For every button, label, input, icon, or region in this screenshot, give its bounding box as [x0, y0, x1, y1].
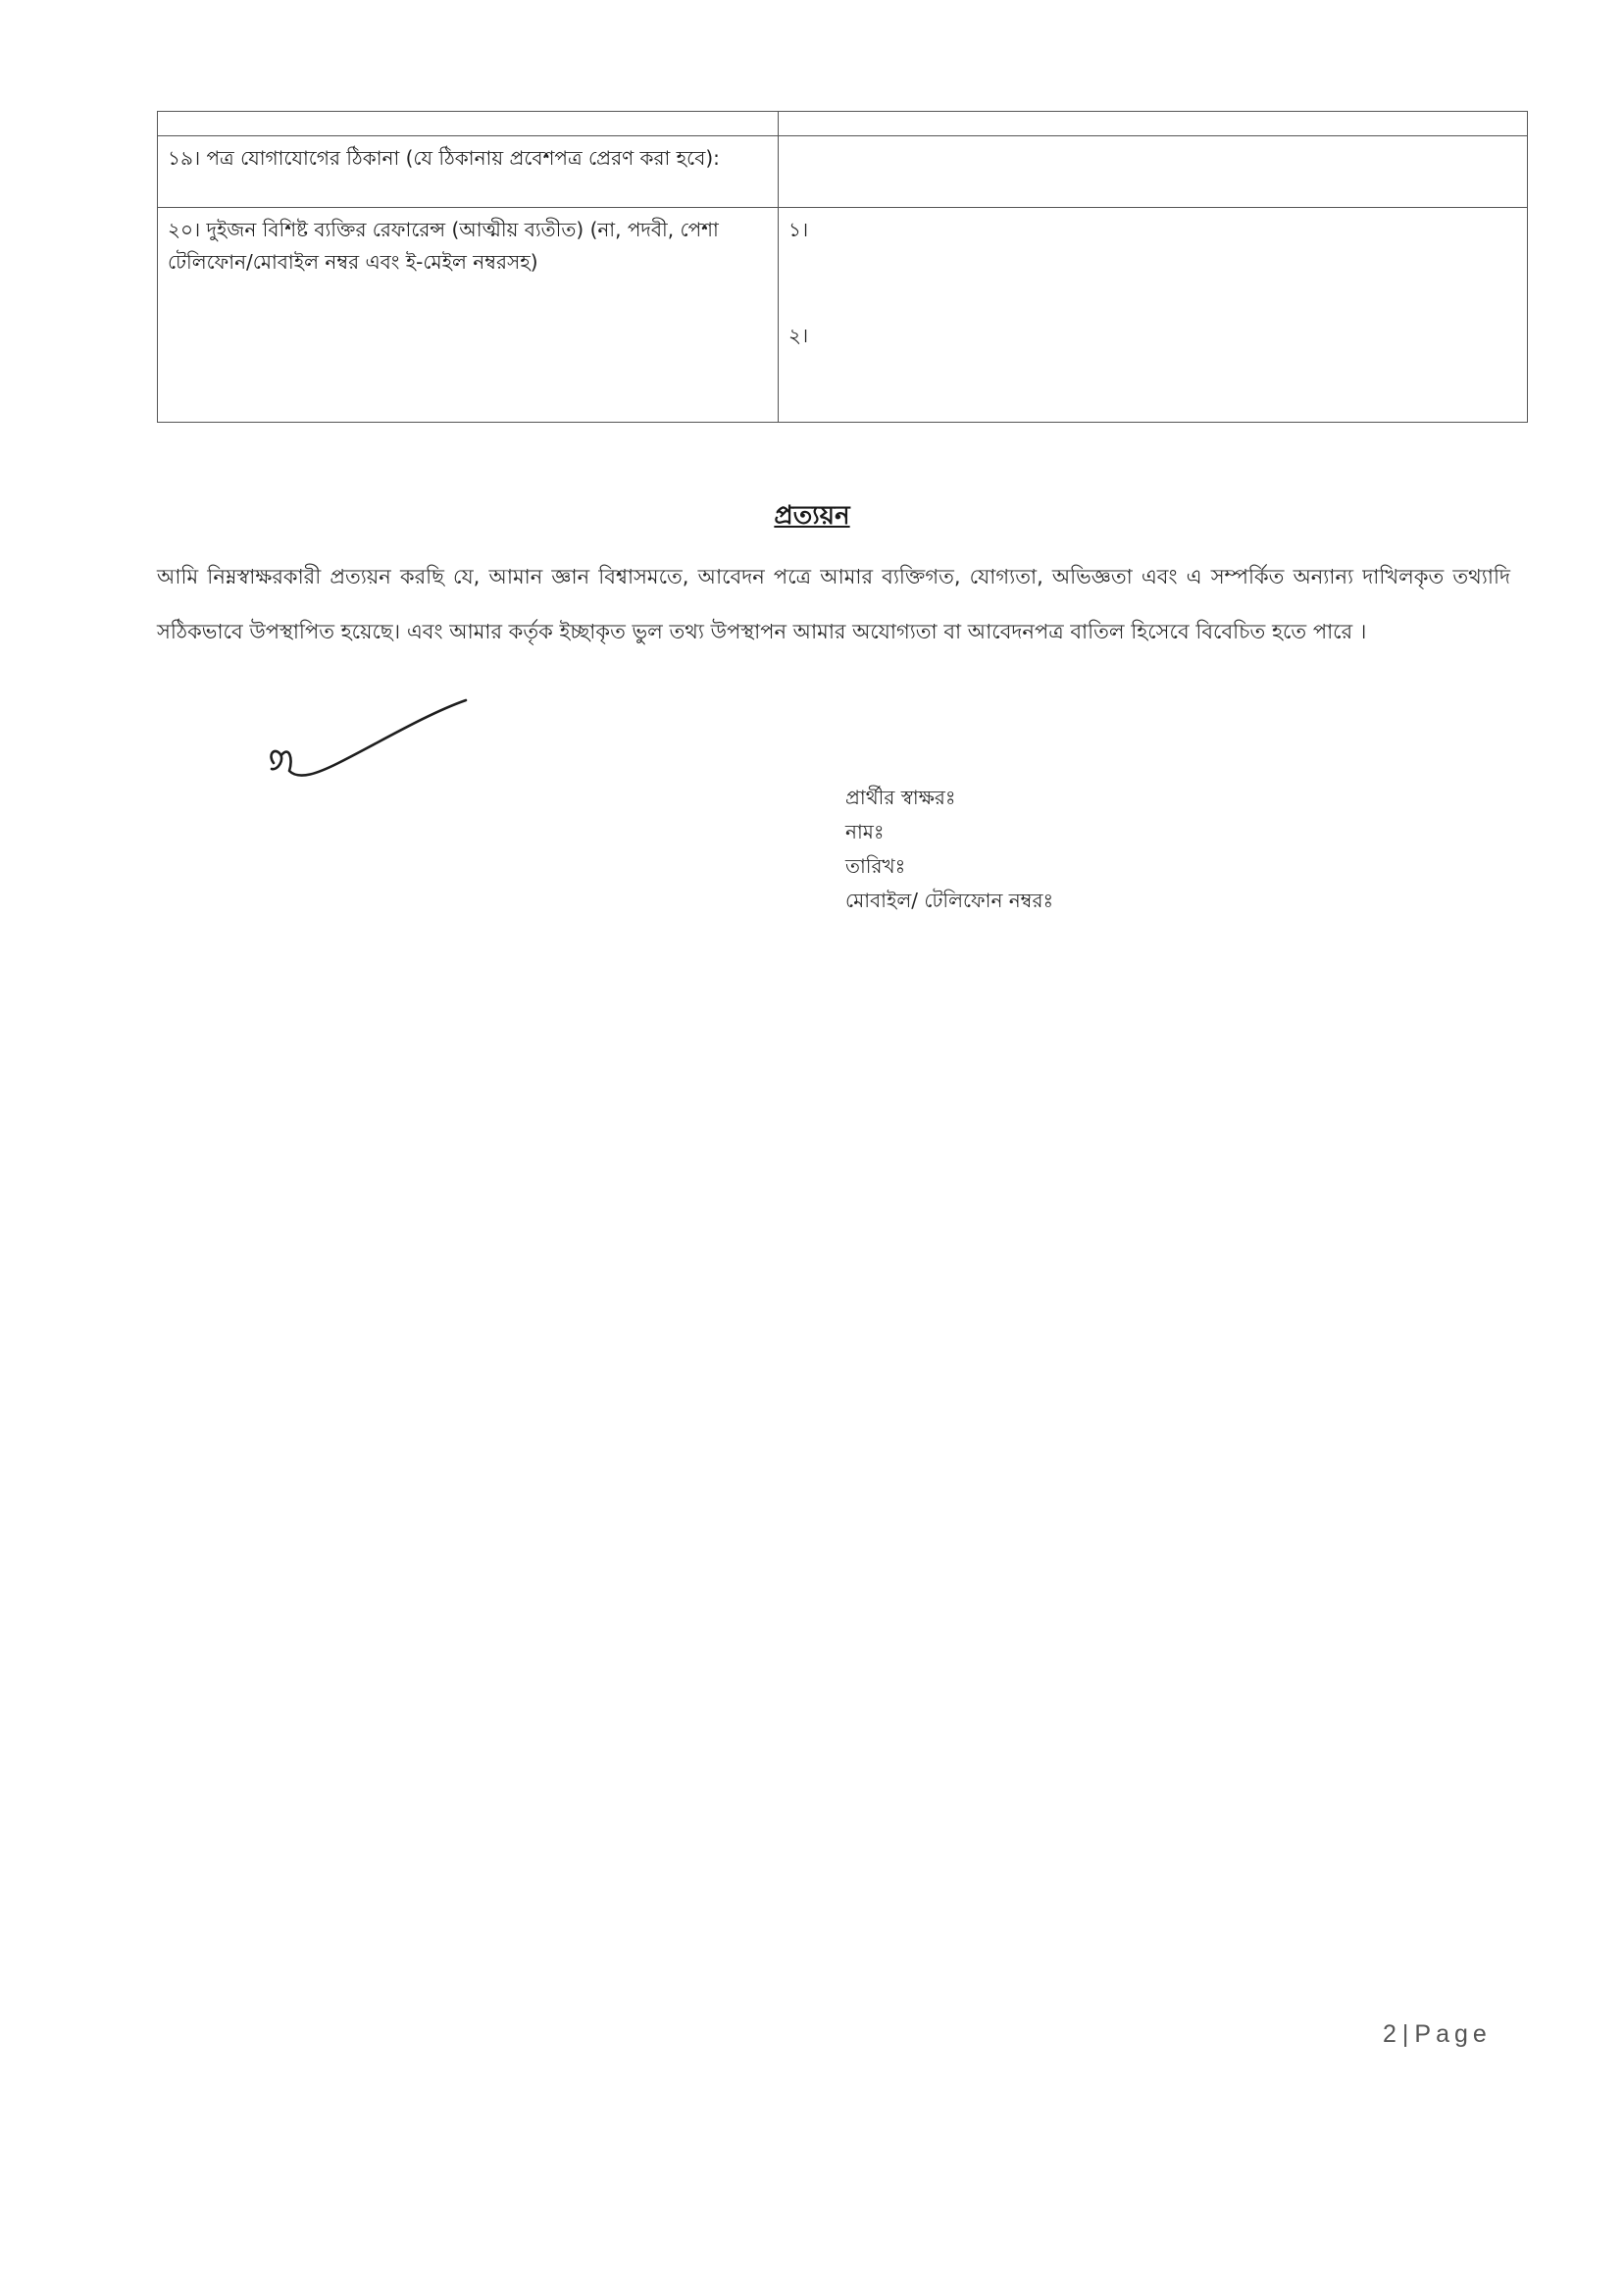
- name-label: নামঃ: [845, 820, 885, 843]
- page-footer: [1383, 2020, 1492, 2049]
- references-label: ২০। দুইজন বিশিষ্ট ব্যক্তির রেফারেন্স (আত্মীয় ব্যতীত) (না, পদবী, পেশা টেলিফোন/মোবাইল নম্বর এবং ই-মেইল নম্বরসহ): [158, 208, 779, 423]
- mailing-address-value: [779, 136, 1528, 208]
- mailing-address-label: ১৯। পত্র যোগাযোগের ঠিকানা (যে ঠিকানায় প্রবেশপত্র প্রেরণ করা হবে):: [158, 136, 779, 208]
- page-separator: |: [1401, 2020, 1409, 2048]
- table-row: [158, 112, 1528, 136]
- declaration-text: আমি নিম্নস্বাক্ষরকারী প্রত্যয়ন করছি যে, আমান জ্ঞান বিশ্বাসমতে, আবেদন পত্রে আমার ব্যক্তিগত, যোগ্যতা, অভিজ্ঞতা এবং এ সম্পর্কিত অন্যান্য দাখিলকৃত তথ্যাদি সঠিকভাবে উপস্থাপিত হয়েছে। এবং আমার কর্তৃক ইচ্ছাকৃত ভুল তথ্য উপস্থাপন আমার অযোগ্যতা বা আবেদনপত্র বাতিল হিসেবে বিবেচিত হতে পারে ।: [157, 565, 1510, 643]
- phone-label: মোবাইল/ টেলিফোন নম্বরঃ: [845, 889, 1054, 912]
- declaration-title: প্রত্যয়ন: [774, 501, 850, 531]
- handwritten-signature: [260, 687, 471, 794]
- table-row: [158, 136, 1528, 208]
- page-word: Page: [1414, 2020, 1492, 2048]
- date-label: তারিখঃ: [845, 854, 906, 878]
- reference-2-marker: ২।: [788, 324, 809, 347]
- reference-1-marker: ১।: [788, 218, 809, 241]
- applicant-signature-label: প্রার্থীর স্বাক্ষরঃ: [845, 786, 956, 809]
- page-number: 2: [1383, 2020, 1396, 2048]
- references-value: [779, 208, 1528, 423]
- signature-block: [845, 781, 1053, 918]
- blank-label-cell: [158, 112, 779, 136]
- application-form-table: [157, 111, 1528, 423]
- table-row: [158, 208, 1528, 423]
- blank-value-cell: [779, 112, 1528, 136]
